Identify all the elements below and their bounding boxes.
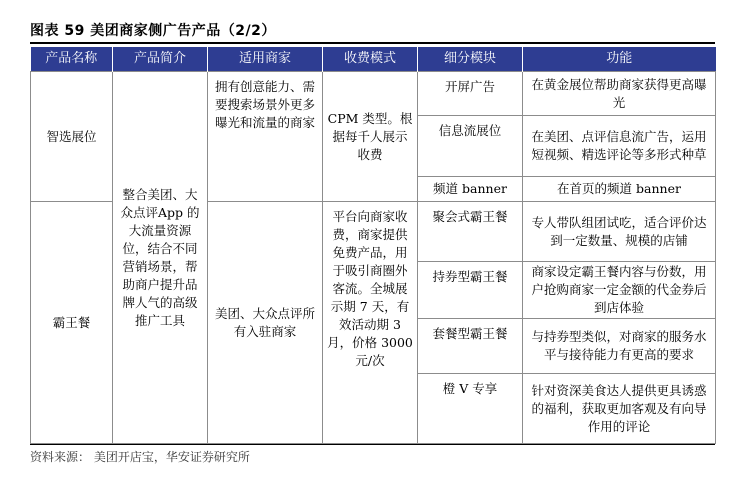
ad-products-table	[30, 47, 716, 444]
fee-cell: CPM 类型。根据每千人展示收费	[323, 72, 418, 202]
header-module: 细分模块	[418, 47, 523, 72]
table-header-row	[31, 47, 716, 72]
product-name-cell: 霸王餐	[31, 202, 113, 444]
table-row	[31, 72, 716, 116]
function-cell: 在美团、点评信息流广告，运用短视频、精选评论等多形式种草	[523, 116, 716, 177]
module-cell: 橙 V 专享	[418, 374, 523, 444]
module-cell: 开屏广告	[418, 72, 523, 116]
module-cell: 套餐型霸王餐	[418, 319, 523, 374]
function-cell: 针对资深美食达人提供更具诱惑的福利，获取更加客观及有向导作用的评论	[523, 374, 716, 444]
product-intro-cell: 整合美团、大众点评App 的大流量资源位，结合不同营销场景，帮助商户提升品牌人气的高级推广工具	[113, 72, 208, 444]
module-cell: 信息流展位	[418, 116, 523, 177]
header-fee-model: 收费模式	[323, 47, 418, 72]
fee-cell: 平台向商家收费，商家提供免费产品，用于吸引商圈外客流。全城展示期 7 天，有效活动期 3 月，价格 3000 元/次	[323, 202, 418, 444]
header-product-intro: 产品简介	[113, 47, 208, 72]
footer-rule	[30, 444, 715, 445]
module-cell: 聚会式霸王餐	[418, 202, 523, 262]
source-note: 资料来源： 美团开店宝，华安证券研究所	[30, 450, 250, 464]
function-cell: 在首页的频道 banner	[523, 177, 716, 202]
function-cell: 专人带队组团试吃，适合评价达到一定数量、规模的店铺	[523, 202, 716, 262]
product-name-cell: 智选展位	[31, 72, 113, 202]
title-rule	[30, 42, 715, 44]
function-cell: 在黄金展位帮助商家获得更高曝光	[523, 72, 716, 116]
header-product-name: 产品名称	[31, 47, 113, 72]
function-cell: 商家设定霸王餐内容与份数，用户抢购商家一定金额的代金券后到店体验	[523, 262, 716, 319]
module-cell: 持券型霸王餐	[418, 262, 523, 319]
header-function: 功能	[523, 47, 716, 72]
header-merchants: 适用商家	[208, 47, 323, 72]
figure-title: 图表 59 美团商家侧广告产品（2/2）	[30, 23, 276, 39]
merchants-cell: 美团、大众点评所有入驻商家	[208, 202, 323, 444]
module-cell: 频道 banner	[418, 177, 523, 202]
function-cell: 与持券型类似，对商家的服务水平与接待能力有更高的要求	[523, 319, 716, 374]
merchants-cell: 拥有创意能力、需要搜索场景外更多曝光和流量的商家	[208, 72, 323, 202]
